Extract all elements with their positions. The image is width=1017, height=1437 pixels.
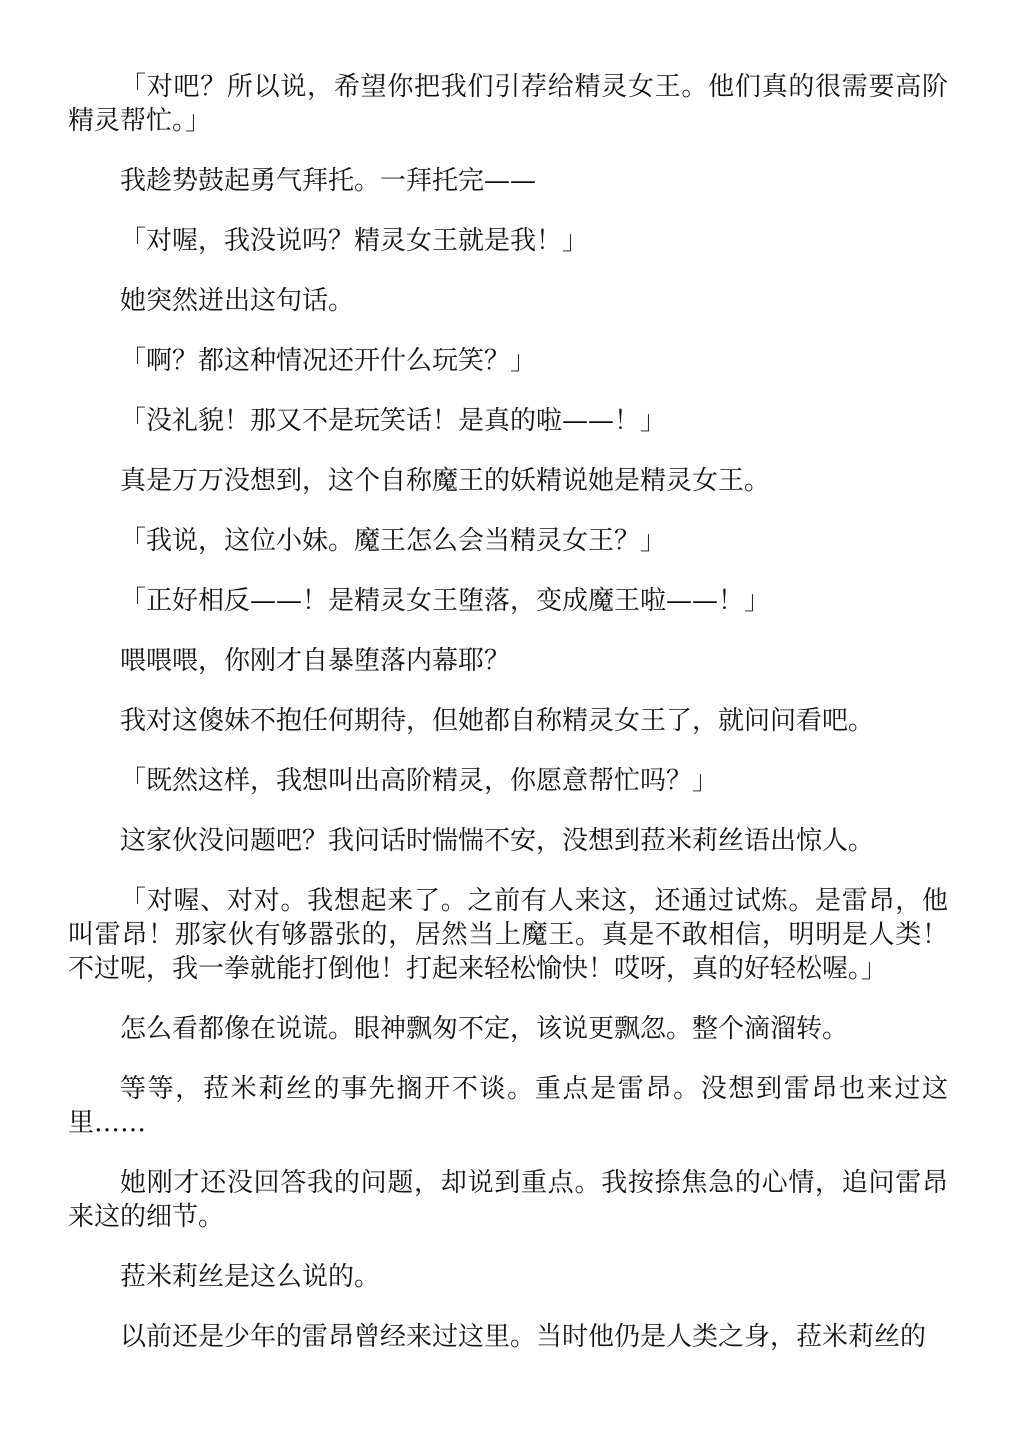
paragraph: 「没礼貌！那又不是玩笑话！是真的啦——！」 [120,406,667,436]
paragraph: 「对喔，我没说吗？精灵女王就是我！」 [120,226,589,256]
paragraph: 她突然迸出这句话。 [120,286,355,316]
paragraph: 这家伙没问题吧？我问话时惴惴不安，没想到菈米莉丝语出惊人。 [120,826,875,856]
paragraph: 菈米莉丝是这么说的。 [120,1262,381,1292]
paragraph: 「我说，这位小妹。魔王怎么会当精灵女王？」 [120,526,667,556]
paragraph: 等等，菈米莉丝的事先搁开不谈。重点是雷昂。没想到雷昂也来过这里…… [68,1074,948,1138]
paragraph: 我对这傻妹不抱任何期待，但她都自称精灵女王了，就问问看吧。 [120,706,875,736]
paragraph: 我趁势鼓起勇气拜托。一拜托完—— [120,166,537,196]
paragraph: 「对吧？所以说，希望你把我们引荐给精灵女王。他们真的很需要高阶精灵帮忙。」 [68,72,948,136]
paragraph: 真是万万没想到，这个自称魔王的妖精说她是精灵女王。 [120,466,771,496]
paragraph: 喂喂喂，你刚才自暴堕落内幕耶？ [120,646,511,676]
paragraph: 「既然这样，我想叫出高阶精灵，你愿意帮忙吗？」 [120,766,719,796]
document-page [68,70,948,1354]
paragraph: 「正好相反——！是精灵女王堕落，变成魔王啦——！」 [120,586,771,616]
paragraph: 她刚才还没回答我的问题，却说到重点。我按捺焦急的心情，追问雷昂来这的细节。 [68,1168,948,1232]
paragraph: 以前还是少年的雷昂曾经来过这里。当时他仍是人类之身，菈米莉丝的 [120,1322,927,1352]
paragraph: 「啊？都这种情况还开什么玩笑？」 [120,346,537,376]
paragraph: 怎么看都像在说谎。眼神飘匆不定，该说更飘忽。整个滴溜转。 [120,1014,849,1044]
paragraph: 「对喔、对对。我想起来了。之前有人来这，还通过试炼。是雷昂，他叫雷昂！那家伙有够嚣张的，居然当上魔王。真是不敢相信，明明是人类！不过呢，我一拳就能打倒他！打起来轻松愉快！哎呀，真的好轻松喔。」 [68,886,948,984]
